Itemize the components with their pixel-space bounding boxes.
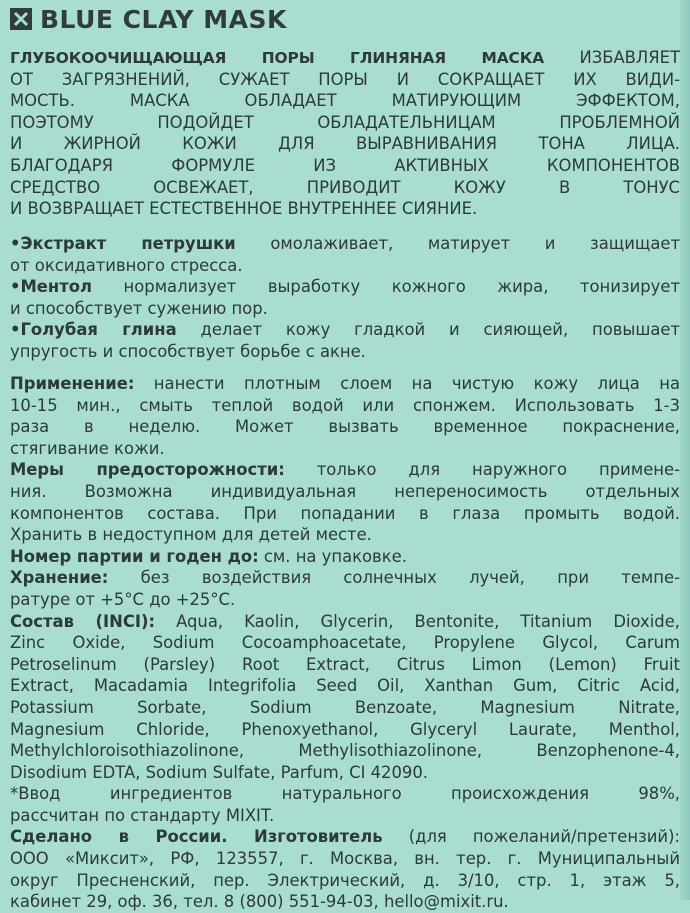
details-line xyxy=(10,697,680,719)
intro-line-bold: ГЛУБОКООЧИЩАЮЩАЯ ПОРЫ ГЛИНЯНАЯ МАСКА xyxy=(10,49,545,67)
details-line xyxy=(10,740,680,762)
details-line xyxy=(10,395,680,417)
details-line-text: Petroselinum (Parsley) Root Extract, Citrus Limon (Lemon) Fruit xyxy=(10,654,680,674)
details-line-text: без воздействия солнечных лучей, при темпе- xyxy=(108,568,680,588)
intro-line xyxy=(10,177,680,199)
details-line xyxy=(10,891,680,913)
x-box-icon xyxy=(10,8,32,30)
intro-line xyxy=(10,198,680,220)
actives-line xyxy=(10,276,680,298)
details-line-text: нанести плотным слоем на чистую кожу лица на xyxy=(134,374,680,393)
actives-line-text: нормализует выработку кожного жира, тонизирует xyxy=(92,277,680,297)
details-line-text: ООО «Миксит», РФ, 123557, г. Москва, вн. тер. г. Муниципальный xyxy=(10,849,680,869)
details-line-text: раза в неделю. Может вызвать временное покраснение, xyxy=(10,417,680,437)
details-line-bold: Состав (INCI): xyxy=(10,611,156,631)
intro-line-text: СРЕДСТВО ОСВЕЖАЕТ, ПРИВОДИТ КОЖУ В ТОНУС xyxy=(10,177,680,197)
intro-line xyxy=(10,69,680,91)
details-line-text: рассчитан по стандарту MIXIT. xyxy=(10,805,275,825)
details-line-text: округ Пресненский, пер. Электрический, д. 3/10, стр. 1, этаж 5, xyxy=(10,870,680,890)
details-line xyxy=(10,719,680,741)
details-section xyxy=(10,373,680,913)
actives-line xyxy=(10,341,680,363)
intro-line-text: ПОЭТОМУ ПОДОЙДЕТ ОБЛАДАТЕЛЬНИЦАМ ПРОБЛЕМНОЙ xyxy=(10,112,680,132)
details-line-text: Methylchloroisothiazolinone, Methylisothiazolinone, Benzophenone-4, xyxy=(10,741,680,761)
actives-line-text: от оксидативного стресса. xyxy=(10,255,243,275)
details-line xyxy=(10,373,680,395)
intro-line-text: И ЖИРНОЙ КОЖИ ДЛЯ ВЫРАВНИВАНИЯ ТОНА ЛИЦА. xyxy=(10,134,680,154)
details-line-text: см. на упаковке. xyxy=(258,546,407,566)
active-ingredients-list xyxy=(10,233,680,363)
details-line xyxy=(10,459,680,481)
intro-paragraph xyxy=(10,47,680,220)
intro-line xyxy=(10,155,680,177)
details-line-text: Potassium Sorbate, Sodium Benzoate, Magnesium Nitrate, xyxy=(10,697,680,717)
details-line xyxy=(10,481,680,503)
actives-line xyxy=(10,298,680,320)
product-title: BLUE CLAY MASK xyxy=(40,4,287,34)
details-line xyxy=(10,675,680,697)
actives-line-text: упругость и способствует борьбе с акне. xyxy=(10,341,366,361)
details-line-text: компонентов состава. При попадании в глаза промыть водой. xyxy=(10,503,680,523)
details-line-text: 10-15 мин., смыть теплой водой или спонжем. Использовать 1-3 xyxy=(10,395,680,415)
intro-line xyxy=(10,47,680,69)
details-line-text: (для пожеланий/претензий): xyxy=(382,827,680,847)
details-line-text: ния. Возможна индивидуальная непереносимость отдельных xyxy=(10,481,680,501)
details-line-text: Aqua, Kaolin, Glycerin, Bentonite, Titanium Dioxide, xyxy=(155,611,680,631)
details-line xyxy=(10,762,680,784)
actives-line-text: делает кожу гладкой и сияющей, повышает xyxy=(176,320,680,340)
actives-line xyxy=(10,255,680,277)
details-line xyxy=(10,632,680,654)
details-line xyxy=(10,611,680,633)
details-line-text: Magnesium Chloride, Phenoxyethanol, Glyceryl Laurate, Menthol, xyxy=(10,719,680,739)
details-line xyxy=(10,848,680,870)
details-line-bold: Сделано в России. Изготовитель xyxy=(10,827,383,847)
details-line xyxy=(10,783,680,805)
details-line xyxy=(10,805,680,827)
details-line xyxy=(10,416,680,438)
intro-line xyxy=(10,112,680,134)
details-line-text: Zinc Oxide, Sodium Cocoamphoacetate, Propylene Glycol, Carum xyxy=(10,633,680,653)
details-line xyxy=(10,567,680,589)
actives-line-bold: •Голубая глина xyxy=(10,320,177,340)
details-line xyxy=(10,870,680,892)
intro-line xyxy=(10,90,680,112)
intro-line-text: И ВОЗВРАЩАЕТ ЕСТЕСТВЕННОЕ ВНУТРЕННЕЕ СИЯНИЕ. xyxy=(10,199,478,219)
actives-line-bold: •Ментол xyxy=(10,277,92,297)
details-line-bold: Меры предосторожности: xyxy=(10,460,285,480)
details-line-text: только для наружного примене- xyxy=(284,460,680,480)
intro-line-text: ОТ ЗАГРЯЗНЕНИЙ, СУЖАЕТ ПОРЫ И СОКРАЩАЕТ ИХ ВИДИ- xyxy=(10,69,680,89)
details-line xyxy=(10,589,680,611)
details-line xyxy=(10,546,680,568)
actives-line xyxy=(10,233,680,255)
details-line-text: Хранить в недоступном для детей месте. xyxy=(10,525,372,545)
details-line-text: кабинет 29, оф. 36, тел. 8 (800) 551-94-03, hello@mixit.ru. xyxy=(10,892,509,912)
intro-line-text: БЛАГОДАРЯ ФОРМУЛЕ ИЗ АКТИВНЫХ КОМПОНЕНТОВ xyxy=(10,155,680,175)
intro-line-text: ИЗБАВЛЯЕТ xyxy=(544,48,680,67)
details-line xyxy=(10,438,680,460)
actives-line-text: омолаживает, матирует и защищает xyxy=(235,234,680,253)
actives-line-bold: •Экстракт петрушки xyxy=(10,234,236,253)
actives-line-text: и способствует сужению пор. xyxy=(10,298,268,318)
header xyxy=(10,2,287,36)
details-line xyxy=(10,654,680,676)
actives-line xyxy=(10,319,680,341)
intro-line-text: МОСТЬ. МАСКА ОБЛАДАЕТ МАТИРУЮЩИМ ЭФФЕКТОМ, xyxy=(10,91,680,111)
details-line-text: стягивание кожи. xyxy=(10,438,165,458)
details-line xyxy=(10,503,680,525)
details-line-bold: Хранение: xyxy=(10,568,109,588)
intro-line xyxy=(10,133,680,155)
details-line-bold: Номер партии и годен до: xyxy=(10,546,259,566)
details-line xyxy=(10,826,680,848)
details-line-text: *Ввод ингредиентов натурального происхождения 98%, xyxy=(10,784,680,804)
details-line-text: ратуре от +5°С до +25°С. xyxy=(10,589,236,609)
details-line-text: Disodium EDTA, Sodium Sulfate, Parfum, CI 42090. xyxy=(10,762,428,782)
details-line-text: Extract, Macadamia Integrifolia Seed Oil, Xanthan Gum, Citric Acid, xyxy=(10,676,680,696)
details-line xyxy=(10,524,680,546)
details-line-bold: Применение: xyxy=(10,374,135,393)
package-edge xyxy=(680,0,690,900)
